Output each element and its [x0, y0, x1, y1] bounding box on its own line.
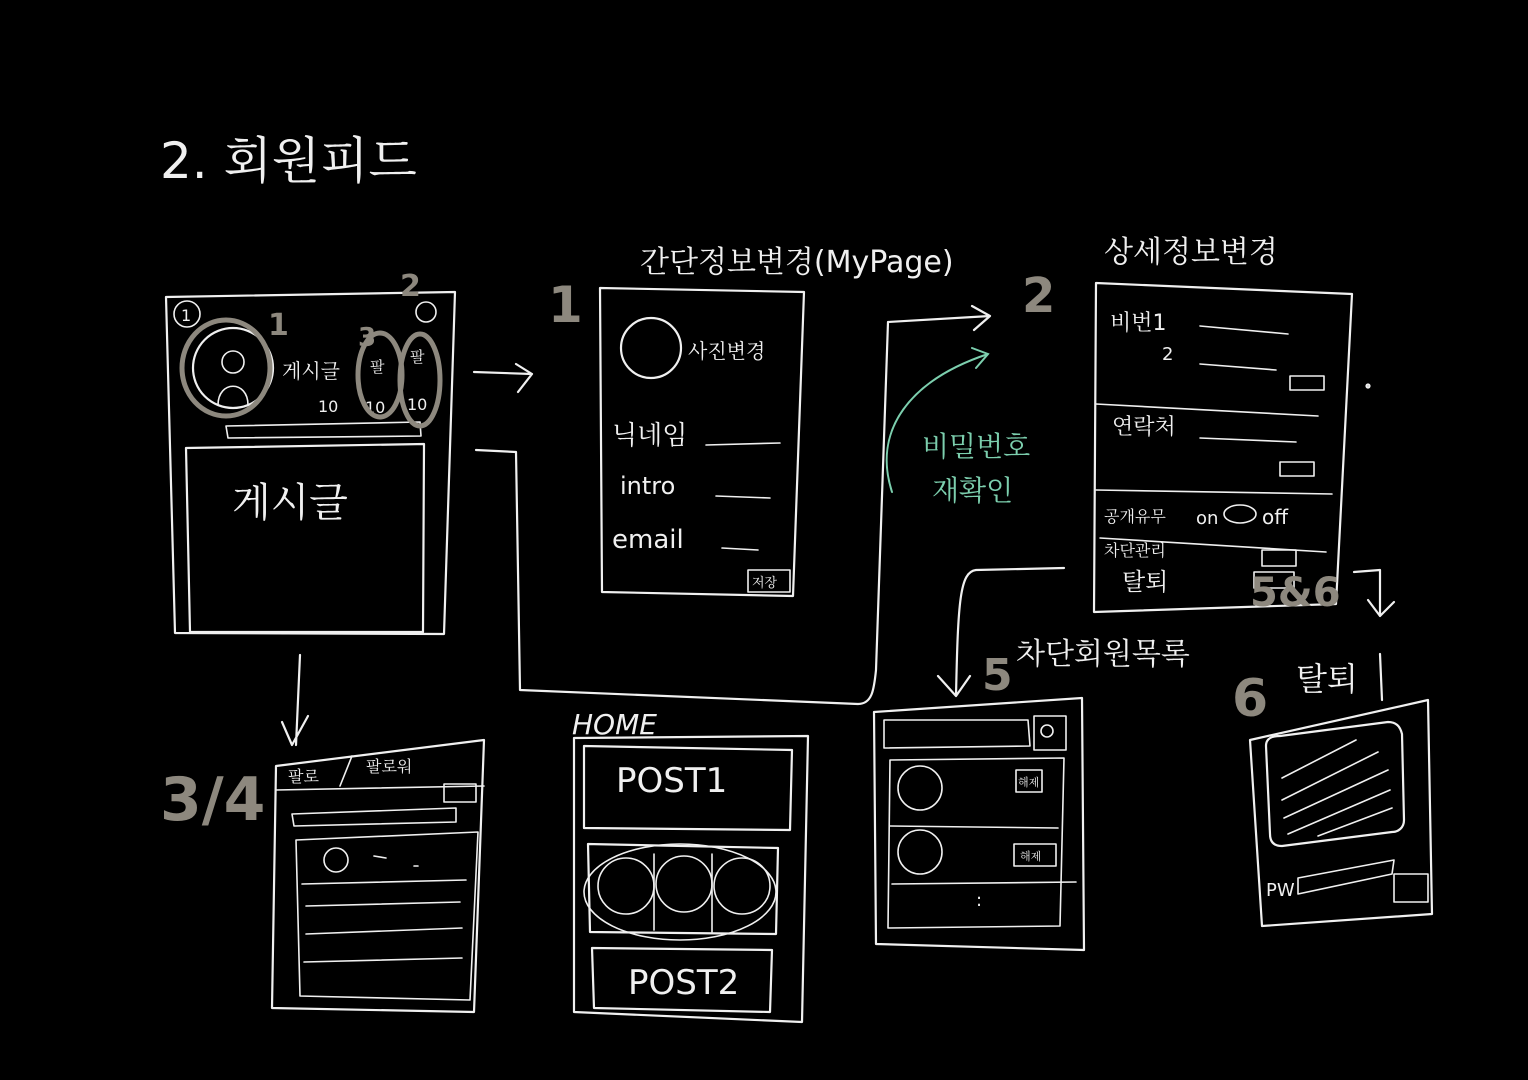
blocked-more: :: [976, 890, 983, 911]
home-screen: [572, 708, 808, 1022]
story-avatar-2[interactable]: [656, 856, 712, 912]
arrow-to-follow: [282, 655, 308, 745]
follow-search-input[interactable]: [292, 808, 456, 826]
blocked-search-input[interactable]: [884, 720, 1030, 748]
page-title: 2. 회원피드: [160, 132, 417, 190]
withdraw-step: 6: [1232, 669, 1269, 729]
photo-change-link[interactable]: 사진변경: [688, 339, 766, 363]
off-label: off: [1262, 505, 1289, 529]
withdraw-confirm-button[interactable]: [1394, 874, 1428, 902]
contact-input[interactable]: [1200, 438, 1296, 442]
recheck-line1: 비밀번호: [922, 430, 1031, 463]
nickname-label: 닉네임: [612, 421, 688, 451]
nickname-input[interactable]: [706, 443, 780, 445]
on-label: on: [1196, 508, 1219, 529]
follow-user-avatar[interactable]: [324, 848, 348, 872]
blocked-title: 차단회원목록: [1016, 637, 1190, 672]
arrow-to-mypage: [474, 364, 532, 392]
feed-badge: 1: [181, 306, 192, 325]
detail-title: 상세정보변경: [1104, 235, 1278, 270]
story-avatar-1[interactable]: [598, 858, 654, 914]
blocked-list-screen: [874, 637, 1190, 950]
blocked-user-avatar-2: [898, 830, 942, 874]
withdraw-title: 탈퇴: [1296, 660, 1358, 698]
public-toggle[interactable]: [1224, 505, 1256, 523]
block-manage-link[interactable]: 차단관리: [1104, 541, 1166, 560]
posts-label: 게시글: [282, 359, 340, 383]
detail-grey-marks: 5&6: [1250, 570, 1341, 616]
follow-list: [296, 832, 478, 1000]
follower-label: 팔: [370, 358, 385, 376]
post1-label: POST1: [616, 761, 728, 801]
follow-step: 3/4: [160, 765, 266, 835]
block-manage-button[interactable]: [1262, 550, 1296, 566]
posts-area: [186, 444, 424, 632]
withdraw-pw-label: PW: [1266, 880, 1295, 901]
mypage-screen: [548, 245, 954, 596]
intro-label: intro: [620, 472, 676, 500]
detail-screen: [1022, 235, 1370, 616]
intro-input[interactable]: [716, 496, 770, 498]
profile-strip: [588, 844, 778, 934]
stat-posts: 10: [318, 397, 339, 416]
arrow-to-detail: [476, 306, 990, 704]
withdraw-link[interactable]: 탈퇴: [1122, 568, 1169, 596]
settings-gear-icon[interactable]: [416, 302, 436, 322]
profile-edit-bar[interactable]: [226, 422, 421, 438]
blocked-step: 5: [982, 650, 1013, 701]
svg-text:저장: 저장: [752, 576, 778, 591]
search-icon: [1041, 725, 1053, 737]
mark-three: 3: [358, 323, 377, 353]
mark-two: 2: [400, 269, 421, 304]
blocked-user-avatar-1: [898, 766, 942, 810]
tab-follower[interactable]: 팔로: [288, 767, 319, 786]
home-label: HOME: [572, 708, 657, 741]
password2-label: 2: [1162, 344, 1174, 365]
password2-input[interactable]: [1200, 364, 1276, 370]
stat-following[interactable]: 10: [407, 395, 428, 414]
posts-content-label: 게시글: [232, 480, 348, 526]
post2-label: POST2: [628, 963, 740, 1003]
mypage-step: 1: [548, 276, 583, 334]
svg-text:해제: 해제: [1018, 776, 1040, 789]
svg-text:해제: 해제: [1020, 850, 1042, 863]
password-input[interactable]: [1200, 326, 1288, 334]
stat-follower[interactable]: 10: [365, 398, 386, 417]
blocked-search-button[interactable]: [1034, 716, 1066, 750]
public-label: 공개유무: [1104, 507, 1166, 526]
tab-following[interactable]: 팔로워: [366, 757, 413, 776]
password-recheck-note: [887, 348, 1030, 507]
email-label: email: [612, 525, 684, 555]
email-input[interactable]: [722, 548, 758, 550]
recheck-line2: 재확인: [932, 474, 1014, 507]
password-confirm-button[interactable]: [1290, 376, 1324, 390]
withdraw-screen: [1232, 654, 1432, 926]
detail-step: 2: [1022, 268, 1056, 324]
mypage-avatar[interactable]: [621, 318, 681, 378]
arrow-to-withdraw: [1354, 570, 1394, 616]
following-label: 팔: [410, 348, 425, 366]
contact-confirm-button[interactable]: [1280, 462, 1314, 476]
feed-screen: [166, 269, 455, 634]
avatar-head-icon: [222, 351, 244, 373]
mypage-title: 간단정보변경(MyPage): [640, 245, 954, 280]
contact-label: 연락처: [1112, 415, 1176, 440]
withdraw-notice-box: [1266, 722, 1404, 846]
follow-list-screen: [160, 740, 484, 1012]
password-label: 비번1: [1110, 311, 1167, 336]
mark-one: 1: [268, 308, 289, 343]
withdraw-pw-input[interactable]: [1298, 860, 1394, 894]
